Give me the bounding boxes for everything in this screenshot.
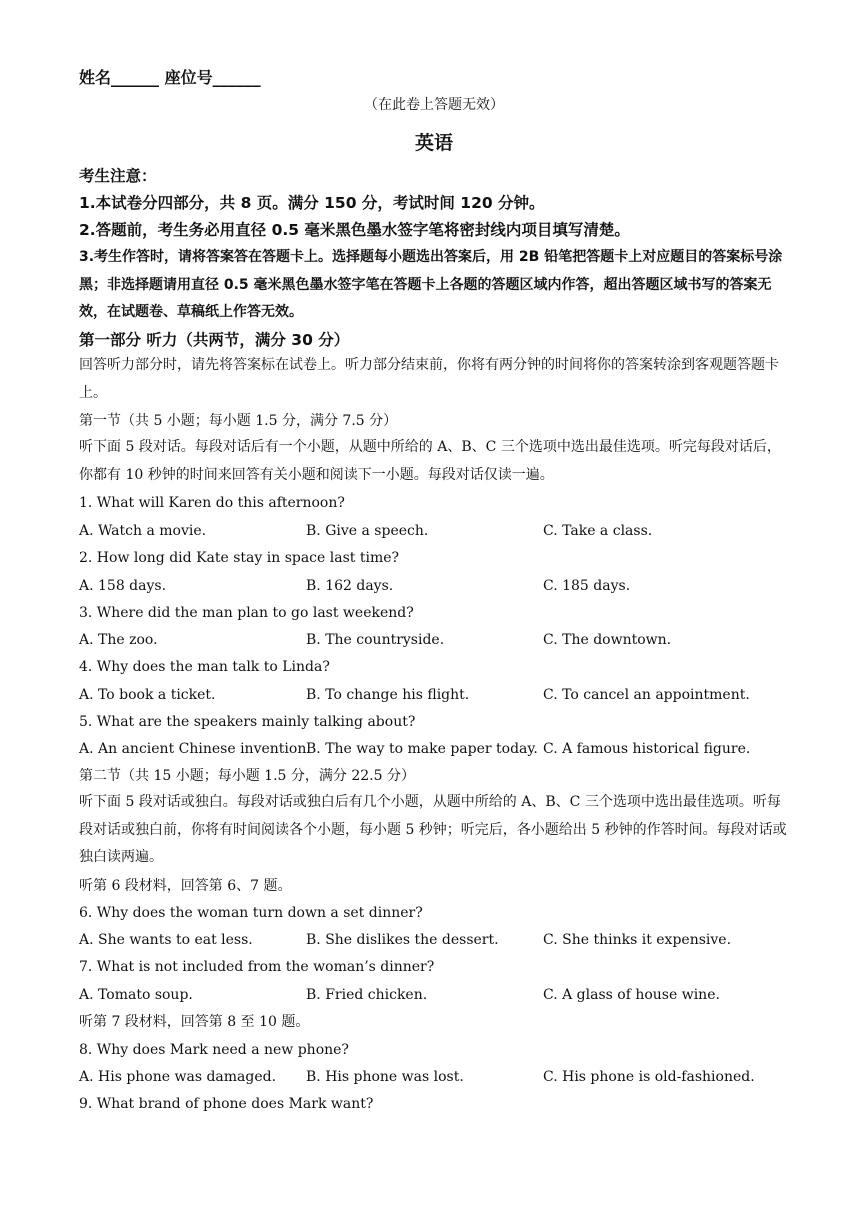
invalid-notice: （在此卷上答题无效） <box>364 97 504 113</box>
q7-option-a: A. Tomato soup. <box>79 987 193 1003</box>
instructions-heading: 考生注意： <box>79 167 157 185</box>
section1-intro: 听下面 5 段对话。每段对话后有一个小题，从题中所给的 A、B、C 三个选项中选出最佳选项。听完每段对话后，你都有 10 秒钟的时间来回答有关小题和阅读下一小题。每段对话仅读一遍。 <box>79 439 781 483</box>
q4-option-b: B. To change his flight. <box>306 687 470 703</box>
q5-option-c: C. A famous historical figure. <box>543 741 751 757</box>
q4-option-a: A. To book a ticket. <box>79 687 216 703</box>
q3-option-a: A. The zoo. <box>79 632 158 648</box>
q2-option-c: C. 185 days. <box>543 578 631 594</box>
q8-option-c: C. His phone is old-fashioned. <box>543 1069 755 1085</box>
q1-option-a: A. Watch a movie. <box>79 523 207 539</box>
section1-heading: 第一节（共 5 小题；每小题 1.5 分，满分 7.5 分） <box>79 413 398 429</box>
question-8: 8. Why does Mark need a new phone? <box>79 1042 349 1058</box>
instruction-item-3: 3.考生作答时，请将答案答在答题卡上。选择题每小题选出答案后，用 2B 铅笔把答题卡上对应题目的答案标号涂黑；非选择题请用直径 0.5 毫米黑色墨水签字笔在答题卡上各题的答题区域内作答，超出答题区域书写的答案无效，在试题卷、草稿纸上作答无效。 <box>79 249 783 320</box>
q3-option-b: B. The countryside. <box>306 632 445 648</box>
material-6-label: 听第 6 段材料，回答第 6、7 题。 <box>79 878 292 894</box>
question-3: 3. Where did the man plan to go last weekend? <box>79 605 414 621</box>
q4-option-c: C. To cancel an appointment. <box>543 687 750 703</box>
question-9: 9. What brand of phone does Mark want? <box>79 1096 374 1112</box>
material-7-label: 听第 7 段材料，回答第 8 至 10 题。 <box>79 1014 310 1030</box>
instruction-item-1: 1.本试卷分四部分，共 8 页。满分 150 分，考试时间 120 分钟。 <box>79 194 545 212</box>
q1-option-b: B. Give a speech. <box>306 523 429 539</box>
instruction-item-2: 2.答题前，考生务必用直径 0.5 毫米黑色墨水签字笔将密封线内项目填写清楚。 <box>79 221 630 239</box>
question-2: 2. How long did Kate stay in space last time? <box>79 550 400 566</box>
name-seat-field: 姓名______ 座位号______ <box>79 68 261 87</box>
q2-option-a: A. 158 days. <box>79 578 167 594</box>
q7-option-b: B. Fried chicken. <box>306 987 428 1003</box>
page-title: 英语 <box>414 132 453 154</box>
question-1: 1. What will Karen do this afternoon? <box>79 495 345 511</box>
q5-option-a: A. An ancient Chinese invention. <box>79 741 311 757</box>
q7-option-c: C. A glass of house wine. <box>543 987 720 1003</box>
q3-option-c: C. The downtown. <box>543 632 672 648</box>
question-4: 4. Why does the man talk to Linda? <box>79 659 330 675</box>
q8-option-a: A. His phone was damaged. <box>79 1069 277 1085</box>
q1-option-c: C. Take a class. <box>543 523 653 539</box>
question-5: 5. What are the speakers mainly talking about? <box>79 714 416 730</box>
part1-intro: 回答听力部分时，请先将答案标在试卷上。听力部分结束前，你将有两分钟的时间将你的答案转涂到客观题答题卡上。 <box>79 357 779 401</box>
q8-option-b: B. His phone was lost. <box>306 1069 464 1085</box>
q6-option-a: A. She wants to eat less. <box>79 932 253 948</box>
q2-option-b: B. 162 days. <box>306 578 394 594</box>
section2-heading: 第二节（共 15 小题；每小题 1.5 分，满分 22.5 分） <box>79 768 415 784</box>
q5-option-b: B. The way to make paper today. <box>306 741 538 757</box>
part1-heading: 第一部分 听力（共两节，满分 30 分） <box>79 331 350 349</box>
question-6: 6. Why does the woman turn down a set dinner? <box>79 905 423 921</box>
q6-option-c: C. She thinks it expensive. <box>543 932 732 948</box>
section2-intro: 听下面 5 段对话或独白。每段对话或独白后有几个小题，从题中所给的 A、B、C 三个选项中选出最佳选项。听每段对话或独白前，你将有时间阅读各个小题，每小题 5 秒钟；听完后，各小题给出 5 秒钟的作答时间。每段对话或独白读两遍。 <box>79 794 787 865</box>
q6-option-b: B. She dislikes the dessert. <box>306 932 499 948</box>
question-7: 7. What is not included from the woman’s dinner? <box>79 959 435 975</box>
